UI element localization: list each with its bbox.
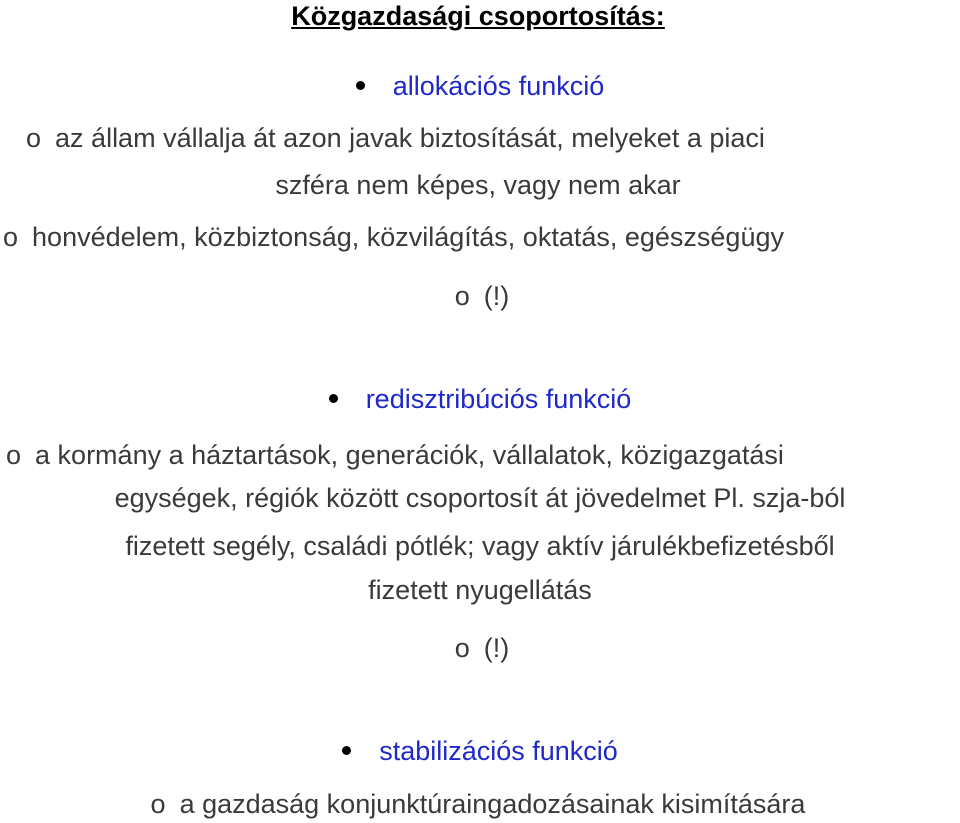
list-item bbox=[3, 221, 953, 253]
document-title-line bbox=[0, 0, 958, 32]
section-heading-redistribution bbox=[0, 383, 960, 415]
item-text: a kormány a háztartások, generációk, vállalatok, közigazgatási bbox=[35, 440, 784, 470]
item-text: (!) bbox=[483, 633, 510, 663]
circle-bullet-icon: o bbox=[3, 222, 19, 252]
circle-bullet-icon: o bbox=[454, 633, 470, 663]
circle-bullet-icon: o bbox=[26, 123, 42, 153]
circle-bullet-icon: o bbox=[454, 281, 470, 311]
heading-text: allokációs funkció bbox=[392, 71, 605, 101]
circle-bullet-icon: o bbox=[6, 440, 22, 470]
list-item bbox=[26, 122, 946, 154]
item-text: fizetett nyugellátás bbox=[368, 575, 592, 605]
list-item-continuation bbox=[0, 574, 960, 606]
heading-text: redisztribúciós funkció bbox=[365, 384, 632, 414]
item-text: egységek, régiók között csoportosít át jövedelmet Pl. szja-ból bbox=[114, 483, 846, 513]
list-item-continuation bbox=[0, 530, 960, 562]
item-text: a gazdaság konjunktúraingadozásainak kisimítására bbox=[179, 789, 806, 819]
list-item bbox=[2, 280, 960, 312]
list-item-continuation bbox=[0, 169, 958, 201]
list-item bbox=[6, 439, 956, 471]
list-item bbox=[2, 632, 960, 664]
item-text: fizetett segély, családi pótlék; vagy aktív járulékbefizetésből bbox=[125, 531, 835, 561]
page-title: Közgazdasági csoportosítás: bbox=[291, 1, 665, 31]
item-text: honvédelem, közbiztonság, közvilágítás, oktatás, egészségügy bbox=[32, 222, 784, 252]
bullet-icon bbox=[356, 81, 365, 90]
section-heading-allocation bbox=[0, 70, 960, 102]
item-text: az állam vállalja át azon javak biztosítását, melyeket a piaci bbox=[55, 123, 765, 153]
list-item bbox=[0, 788, 958, 820]
item-text: (!) bbox=[483, 281, 510, 311]
item-text: szféra nem képes, vagy nem akar bbox=[275, 170, 681, 200]
section-heading-stabilization bbox=[0, 735, 960, 767]
bullet-icon bbox=[329, 394, 338, 403]
bullet-icon bbox=[342, 746, 351, 755]
circle-bullet-icon: o bbox=[150, 789, 166, 819]
list-item-continuation bbox=[0, 482, 960, 514]
heading-text: stabilizációs funkció bbox=[379, 736, 618, 766]
